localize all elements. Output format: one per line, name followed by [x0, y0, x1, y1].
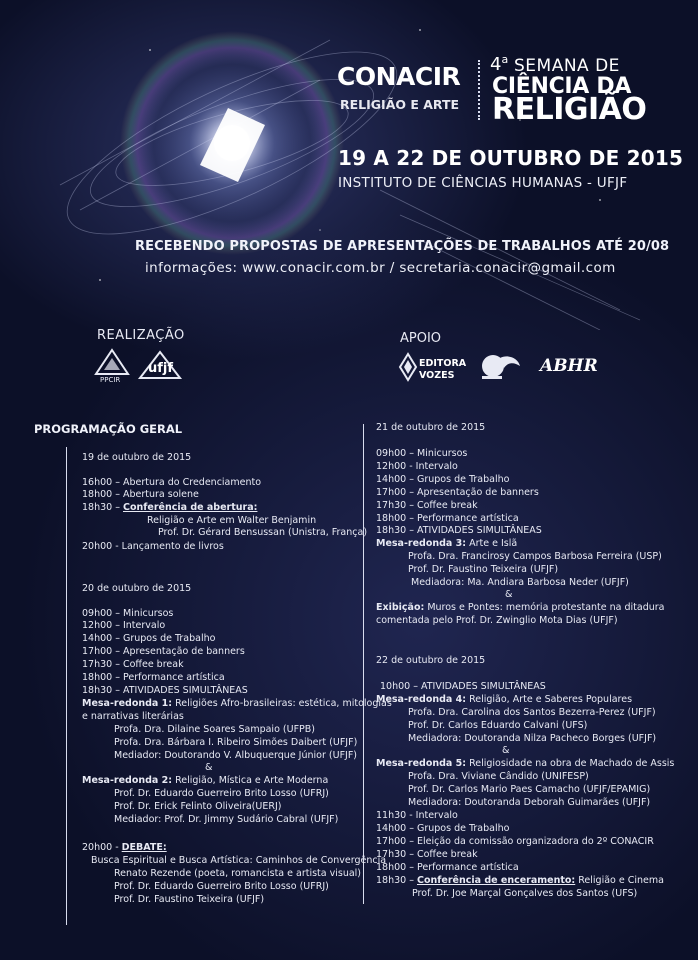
program-title: PROGRAMAÇÃO GERAL [34, 422, 183, 436]
program-line: 18h00 – Performance artística [376, 513, 519, 524]
program-line: 17h00 – Apresentação de banners [376, 487, 539, 498]
event-venue: INSTITUTO DE CIÊNCIAS HUMANAS - UFJF [338, 175, 628, 191]
conacir-subtitle: RELIGIÃO E ARTE [340, 97, 460, 112]
program-day-heading: 19 de outubro de 2015 [82, 452, 192, 463]
program-line: Profa. Dra. Carolina dos Santos Bezerra-Perez (UFJF) [408, 707, 656, 718]
ciencia-label: CIÊNCIA DA [492, 74, 632, 99]
program-line: & [502, 745, 510, 756]
program-line: Prof. Dr. Carlos Mario Paes Camacho (UFJF/EPAMIG) [408, 784, 651, 795]
program-line: Profa. Dra. Bárbara I. Ribeiro Simões Daibert (UFJF) [114, 737, 358, 748]
program-line: Exibição: Muros e Pontes: memória protestante na ditadura [376, 602, 665, 613]
call-for-papers: RECEBENDO PROPOSTAS DE APRESENTAÇÕES DE TRABALHOS ATÉ 20/08 [135, 239, 670, 254]
program-line: Mesa-redonda 1: Religiões Afro-brasileiras: estética, mitologias [82, 698, 392, 709]
program-line: Mediadora: Doutoranda Nilza Pacheco Borges (UFJF) [408, 733, 657, 744]
program-line: Mediador: Prof. Dr. Jimmy Sudário Cabral (UFJF) [114, 814, 339, 825]
program-line: Profa. Dra. Dilaine Soares Sampaio (UFPB) [114, 724, 315, 735]
program-day-heading: 22 de outubro de 2015 [376, 655, 486, 666]
program-line: 10h00 – ATIVIDADES SIMULTÂNEAS [380, 681, 546, 692]
program-day-heading: 20 de outubro de 2015 [82, 583, 192, 594]
apoio-label: APOIO [400, 331, 442, 346]
program-line: & [505, 589, 513, 600]
program-line: Profa. Dra. Francirosy Campos Barbosa Ferreira (USP) [408, 551, 662, 562]
edition-number: 4$^a$ [490, 53, 509, 75]
semana-label: SEMANA DE [514, 56, 620, 76]
program-line: 14h00 – Grupos de Trabalho [376, 823, 510, 834]
program-line: 12h00 – Intervalo [82, 620, 166, 631]
program-line: e narrativas literárias [82, 711, 184, 722]
ufjf-label: ufjf [148, 361, 174, 376]
program-line: comentada pelo Prof. Dr. Zwinglio Mota Dias (UFJF) [376, 615, 618, 626]
program-line: Renato Rezende (poeta, romancista e artista visual) [114, 868, 362, 879]
program-line: Busca Espiritual e Busca Artística: Caminhos de Convergência [91, 855, 387, 866]
ppcir-label: PPCIR [100, 376, 121, 384]
program-line: 20h00 - DEBATE: [82, 842, 167, 853]
editora-vozes-icon [398, 352, 418, 382]
program-line: Mesa-redonda 2: Religião, Mística e Arte Moderna [82, 775, 329, 786]
program-line: 18h30 – Conferência de enceramento: Religião e Cinema [376, 875, 664, 886]
editora-vozes-label: EDITORA VOZES [419, 358, 467, 381]
program-line: Prof. Dr. Faustino Teixeira (UFJF) [408, 564, 559, 575]
program-line: Prof. Dr. Erick Felinto Oliveira(UERJ) [114, 801, 282, 812]
program-line: Mediadora: Doutoranda Deborah Guimarães (UFJF) [408, 797, 651, 808]
program-line: 17h00 – Apresentação de banners [82, 646, 245, 657]
program-line: 20h00 - Lançamento de livros [82, 541, 224, 552]
program-line: Mesa-redonda 5: Religiosidade na obra de Machado de Assis [376, 758, 675, 769]
program-line: Prof. Dr. Faustino Teixeira (UFJF) [114, 894, 265, 905]
left-column-rule [66, 447, 67, 925]
program-line: Mesa-redonda 4: Religião, Arte e Saberes Populares [376, 694, 633, 705]
program-line: 18h30 – ATIVIDADES SIMULTÂNEAS [82, 685, 248, 696]
program-line: Prof. Dr. Eduardo Guerreiro Brito Losso (UFRJ) [114, 881, 329, 892]
contact-info: informações: www.conacir.com.br / secretaria.conacir@gmail.com [145, 260, 616, 276]
program-line: 18h00 – Performance artística [82, 672, 225, 683]
program-line: 18h00 – Performance artística [376, 862, 519, 873]
center-column-rule [363, 424, 364, 904]
program-line: Prof. Dr. Gérard Bensussan (Unistra, França) [158, 527, 368, 538]
program-line: 14h00 – Grupos de Trabalho [82, 633, 216, 644]
program-line: Prof. Dr. Carlos Eduardo Calvani (UFS) [408, 720, 588, 731]
program-line: 17h30 – Coffee break [376, 500, 478, 511]
program-line: Mediador: Doutorando V. Albuquerque Júnior (UFJF) [114, 750, 358, 761]
abhr-logo-text: ABHR [540, 356, 598, 376]
program-line: 16h00 – Abertura do Credenciamento [82, 477, 262, 488]
program-line: 18h30 – Conferência de abertura: [82, 502, 258, 513]
program-line: 17h30 – Coffee break [82, 659, 184, 670]
program-line: 11h30 - Intervalo [376, 810, 458, 821]
program-line: & [205, 762, 213, 773]
event-dates: 19 A 22 DE OUTUBRO DE 2015 [338, 146, 684, 170]
support-logo-icon [478, 352, 524, 382]
religiao-label: RELIGIÃO [492, 92, 647, 127]
program-line: Mesa-redonda 3: Arte e Islã [376, 538, 518, 549]
program-line: 18h30 – ATIVIDADES SIMULTÂNEAS [376, 525, 542, 536]
program-line: 14h00 – Grupos de Trabalho [376, 474, 510, 485]
program-line: 09h00 – Minicursos [376, 448, 468, 459]
conacir-logo-text: CONACIR [337, 62, 461, 91]
program-line: 12h00 - Intervalo [376, 461, 458, 472]
program-line: Religião e Arte em Walter Benjamin [147, 515, 317, 526]
program-line: Prof. Dr. Joe Marçal Gonçalves dos Santos (UFS) [412, 888, 638, 899]
program-line: Profa. Dra. Viviane Cândido (UNIFESP) [408, 771, 589, 782]
dotted-divider [478, 60, 480, 120]
program-line: 17h00 – Eleição da comissão organizadora do 2º CONACIR [376, 836, 654, 847]
program-line: 09h00 – Minicursos [82, 608, 174, 619]
program-line: Prof. Dr. Eduardo Guerreiro Brito Losso (UFRJ) [114, 788, 329, 799]
program-line: 17h30 – Coffee break [376, 849, 478, 860]
realizacao-label: REALIZAÇÃO [97, 328, 185, 343]
program-line: Mediadora: Ma. Andiara Barbosa Neder (UFJF) [411, 577, 629, 588]
program-day-heading: 21 de outubro de 2015 [376, 422, 486, 433]
program-line: 18h00 – Abertura solene [82, 489, 199, 500]
